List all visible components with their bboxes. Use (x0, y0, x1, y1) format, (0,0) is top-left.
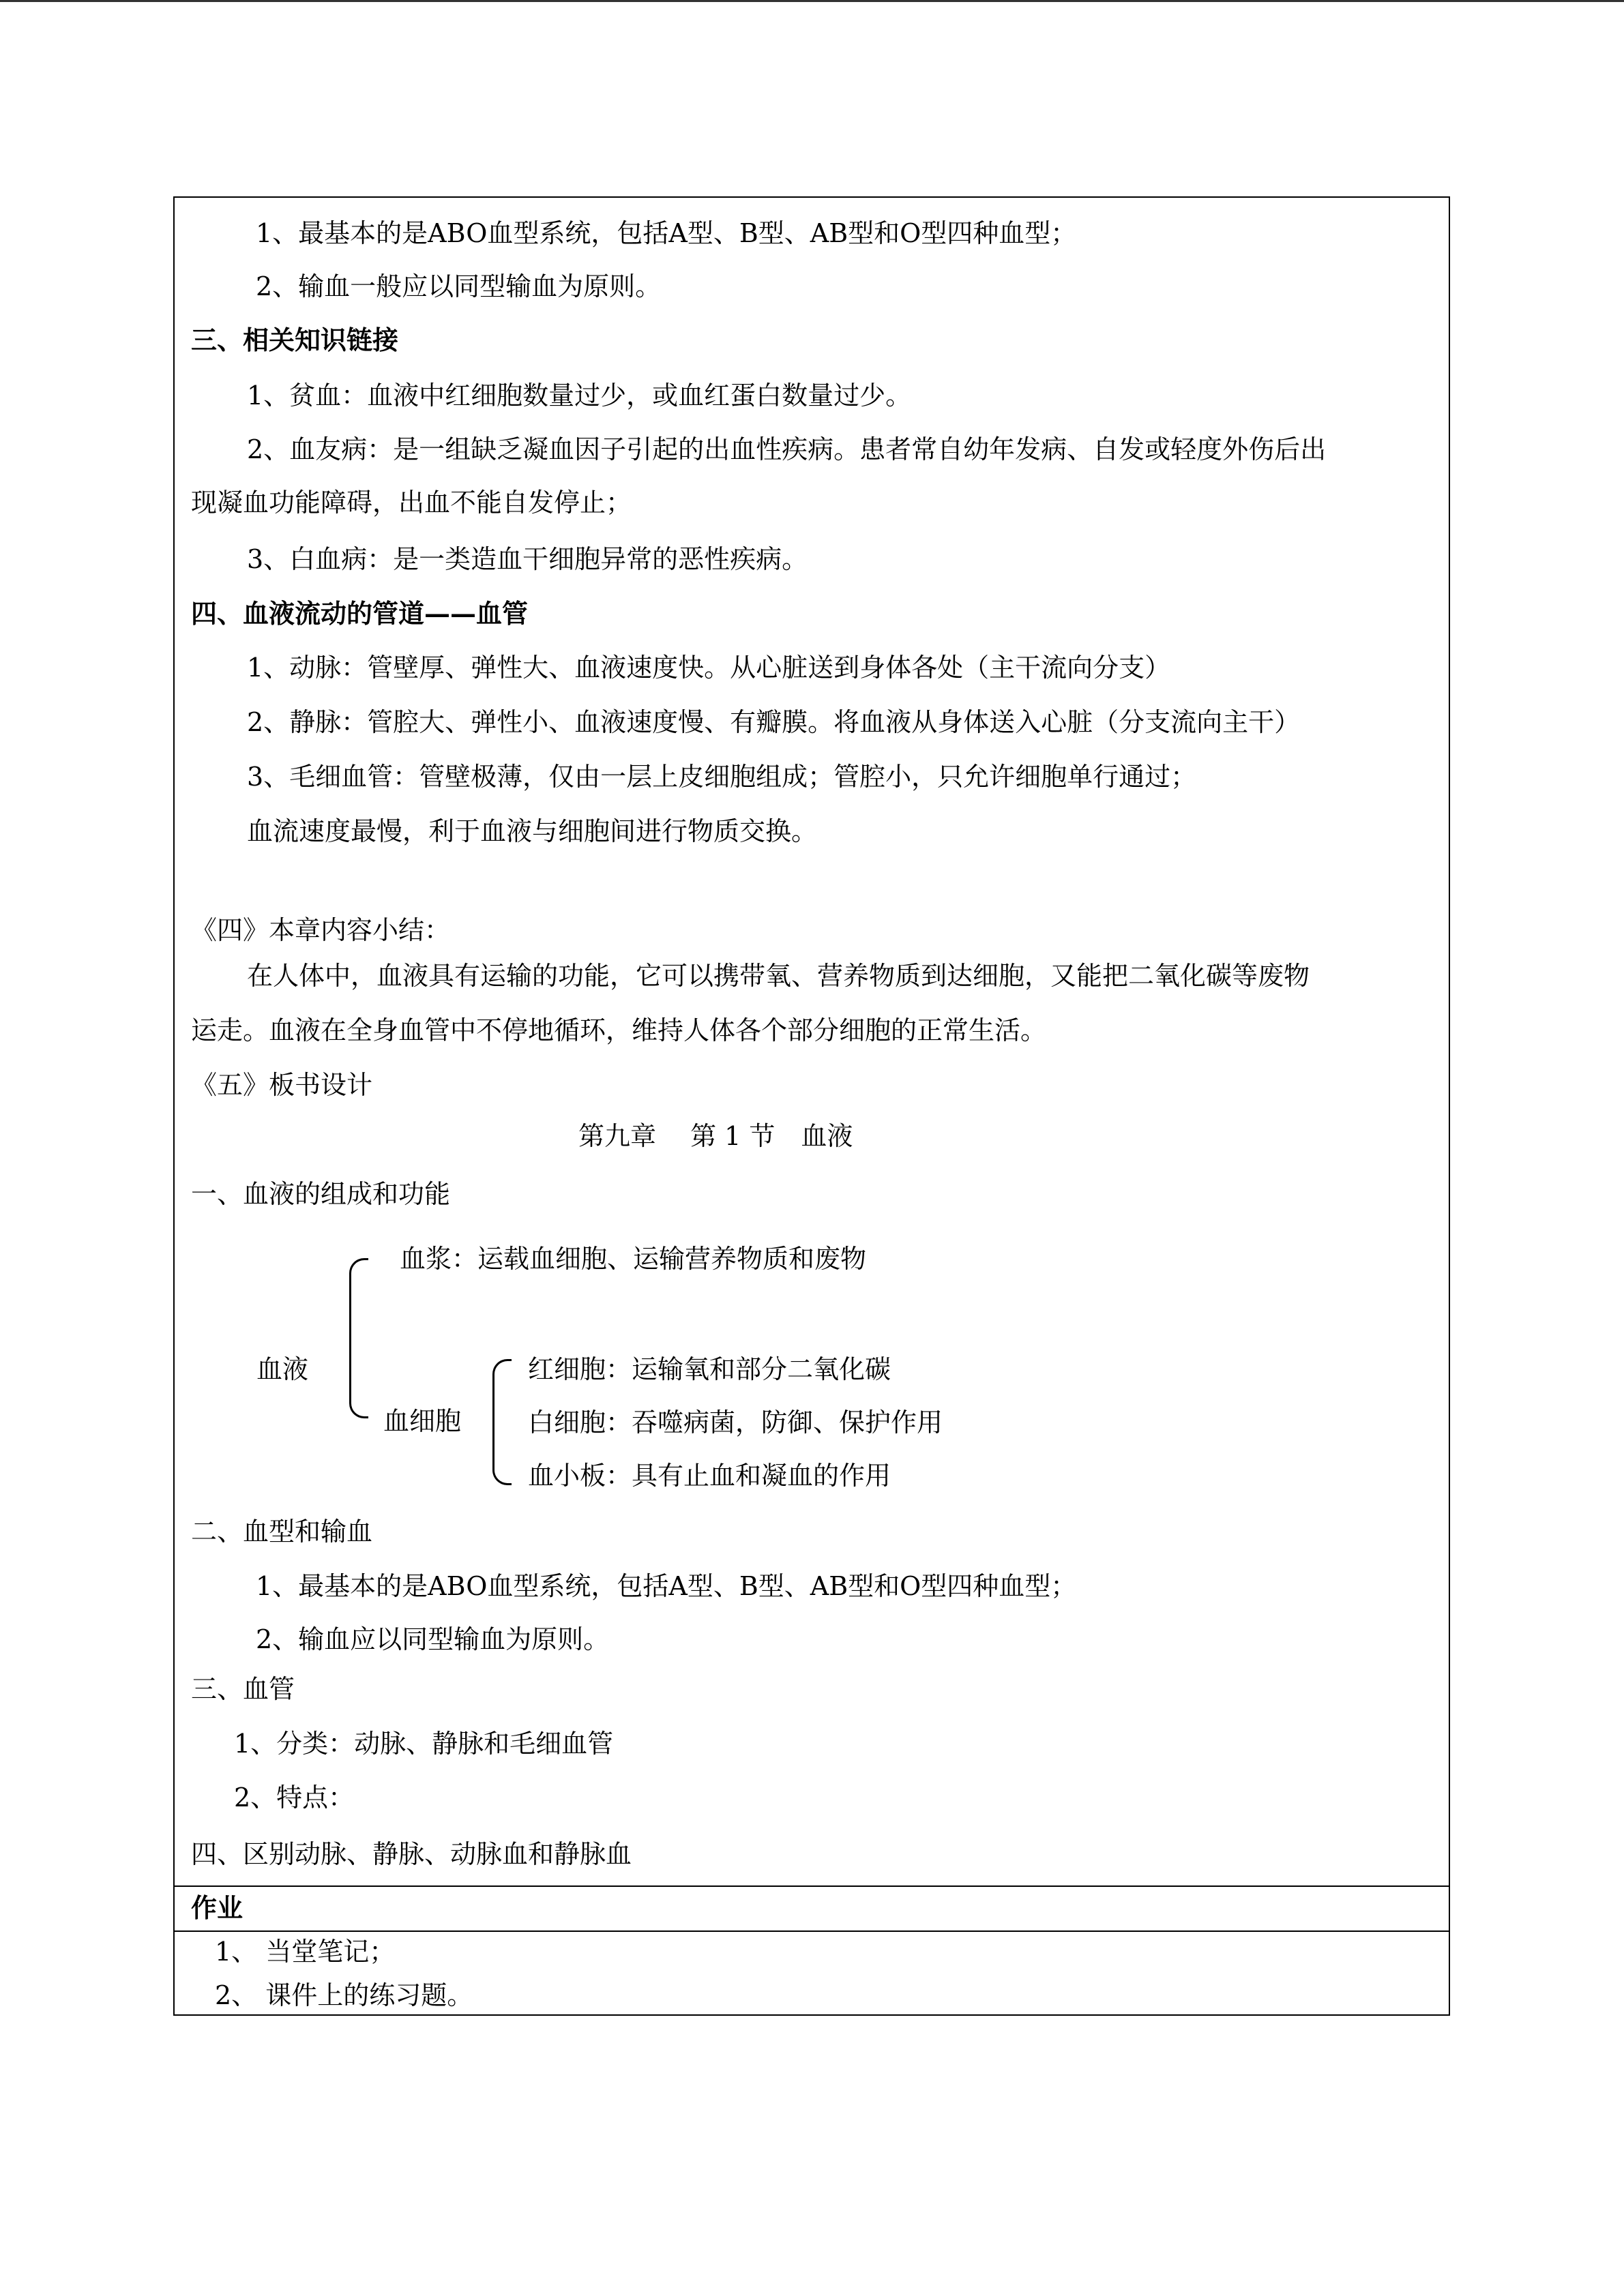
blood-label: 血液 (256, 1354, 309, 1384)
board-section-3-item-2: 2、特点： (234, 1783, 355, 1813)
board-section-2: 二、血型和输血 (191, 1517, 373, 1547)
white-blood-cell-line: 白细胞：吞噬病菌，防御、保护作用 (528, 1407, 943, 1437)
capillary-line-2: 血流速度最慢，利于血液与细胞间进行物质交换。 (247, 816, 818, 846)
intro-transfusion-line: 2、输血一般应以同型输血为原则。 (256, 271, 662, 301)
table-divider-homework (175, 1885, 1449, 1887)
platelet-line: 血小板：具有止血和凝血的作用 (528, 1461, 891, 1491)
board-section-2-item-2: 2、输血应以同型输血为原则。 (256, 1624, 610, 1654)
vein-line: 2、静脉：管腔大、弹性小、血液速度慢、有瓣膜。将血液从身体送入心脏（分支流向主干） (247, 707, 1301, 737)
intro-abo-line: 1、最基本的是ABO血型系统，包括A型、B型、AB型和O型四种血型； (256, 218, 1077, 248)
summary-paragraph-line-2: 运走。血液在全身血管中不停地循环，维持人体各个部分细胞的正常生活。 (191, 1015, 1047, 1045)
homework-item-2: 2、 课件上的练习题。 (215, 1980, 473, 2010)
board-section-3: 三、血管 (191, 1674, 295, 1704)
red-blood-cell-line: 红细胞：运输氧和部分二氧化碳 (528, 1354, 891, 1384)
homework-item-1: 1、 当堂笔记； (215, 1937, 396, 1967)
capillary-line: 3、毛细血管：管壁极薄，仅由一层上皮细胞组成；管腔小，只允许细胞单行通过； (247, 762, 1197, 792)
hemophilia-line-2: 现凝血功能障碍，出血不能自发停止； (191, 488, 632, 518)
board-section-1: 一、血液的组成和功能 (191, 1179, 451, 1209)
section-4-heading: 四、血液流动的管道——血管 (191, 598, 529, 629)
summary-heading: 《四》本章内容小结： (191, 915, 451, 945)
board-title: 第九章 第 1 节 血液 (578, 1121, 853, 1151)
anemia-line: 1、贫血：血液中红细胞数量过少，或血红蛋白数量过少。 (247, 381, 912, 411)
plasma-label: 血浆：运载血细胞、运输营养物质和废物 (400, 1244, 867, 1274)
hemophilia-line-1: 2、血友病：是一组缺乏凝血因子引起的出血性疾病。患者常自幼年发病、自发或轻度外伤后出 (247, 434, 1327, 464)
table-divider-homework-body (175, 1930, 1449, 1932)
blood-brace (349, 1258, 368, 1418)
board-design-heading: 《五》板书设计 (191, 1070, 373, 1100)
page-top-rule (0, 0, 1624, 2)
board-section-2-item-1: 1、最基本的是ABO血型系统，包括A型、B型、AB型和O型四种血型； (256, 1571, 1077, 1601)
board-section-4: 四、区别动脉、静脉、动脉血和静脉血 (191, 1839, 632, 1869)
blood-cells-label: 血细胞 (383, 1406, 462, 1436)
blood-cells-brace (492, 1359, 512, 1485)
section-3-heading: 三、相关知识链接 (191, 325, 399, 355)
leukemia-line: 3、白血病：是一类造血干细胞异常的恶性疾病。 (247, 544, 808, 574)
board-section-3-item-1: 1、分类：动脉、静脉和毛细血管 (234, 1729, 614, 1759)
artery-line: 1、动脉：管壁厚、弹性大、血液速度快。从心脏送到身体各处（主干流向分支） (247, 653, 1171, 683)
homework-heading: 作业 (191, 1892, 243, 1923)
summary-paragraph-line-1: 在人体中，血液具有运输的功能，它可以携带氧、营养物质到达细胞，又能把二氧化碳等废物 (247, 961, 1310, 991)
